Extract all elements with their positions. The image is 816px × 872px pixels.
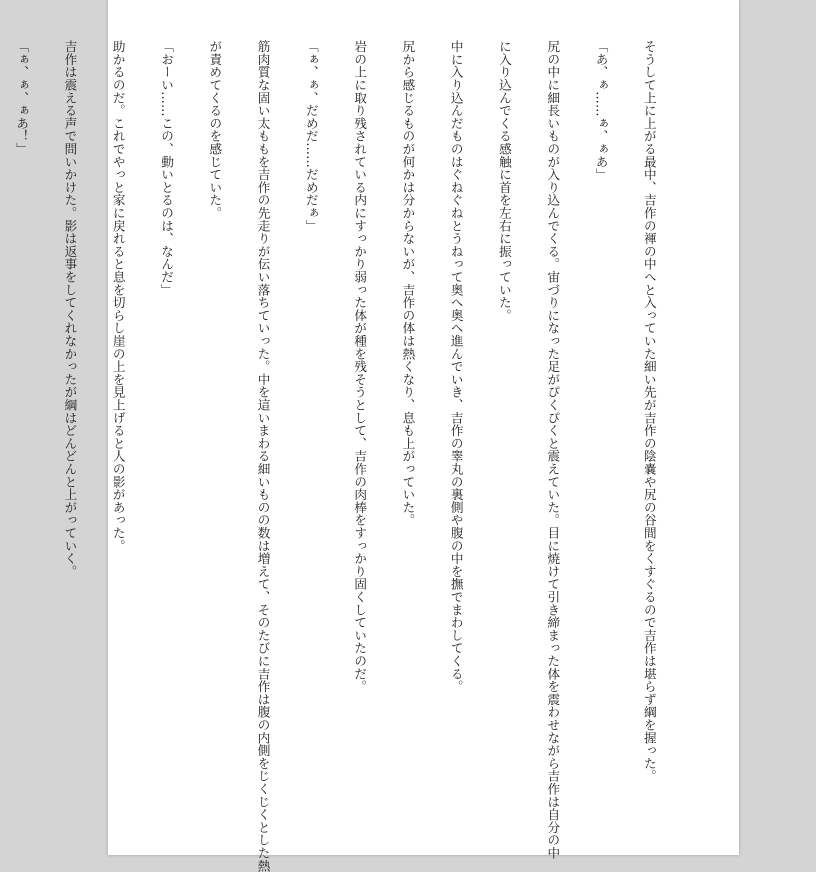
document-page (14, 0, 739, 872)
text-line: 筋肉質な固い太ももを吉作の先走りが伝い落ちていった。中を這いまわる細いものの数は増えて、そのたびに吉作は腹の内側をじくじくとした熱 (255, 40, 271, 872)
text-line: 吉作は震える声で問いかけた。影は返事をしてくれなかったが綱はどんどんと上がっていく。 (62, 40, 78, 578)
text-line: 「おーい……この、動いとるのは、なんだ」 (159, 40, 174, 296)
vertical-text-body (0, 40, 689, 872)
text-line: 「ぁ、ぁ、だめだ……だめだぁ」 (303, 40, 319, 232)
text-line: 「あ、ぁ……ぁ、ぁあ」 (593, 40, 609, 181)
text-line: に入り込んでくる感触に首を左右に振っていた。 (496, 40, 512, 322)
text-line: 岩の上に取り残されている内にすっかり弱った体が種を残そうとして、吉作の肉棒をすっかり固くしていたのだ。 (352, 40, 368, 693)
text-line: 尻から感じるものが何かは分からないが、吉作の体は熱くなり、息も上がっていた。 (400, 40, 416, 527)
text-line: 尻の中に細長いものが入り込んでくる。宙づりになった足がぴくぴくと震えていた。目に焼けて引き締まった体を震わせながら吉作は自分の中 (545, 40, 561, 860)
text-line: 助かるのだ。これでやっと家に戻れると息を切らし崖の上を見上げると人の影があった。 (110, 40, 126, 552)
text-line: 中に入り込んだものはぐねぐねとうねって奥へ奥へ進んでいき、吉作の睾丸の裏側や腹の中を撫でまわしてくる。 (448, 40, 464, 693)
text-line: が責めてくるのを感じていた。 (207, 40, 223, 220)
text-line: そうして上に上がる最中、吉作の褌の中へと入っていた細い先が吉作の陰嚢や尻の谷間をくすぐるので吉作は堪らず綱を握った。 (641, 40, 657, 783)
text-line: 「ぁ、ぁ、ぁあ！」 (14, 40, 30, 156)
